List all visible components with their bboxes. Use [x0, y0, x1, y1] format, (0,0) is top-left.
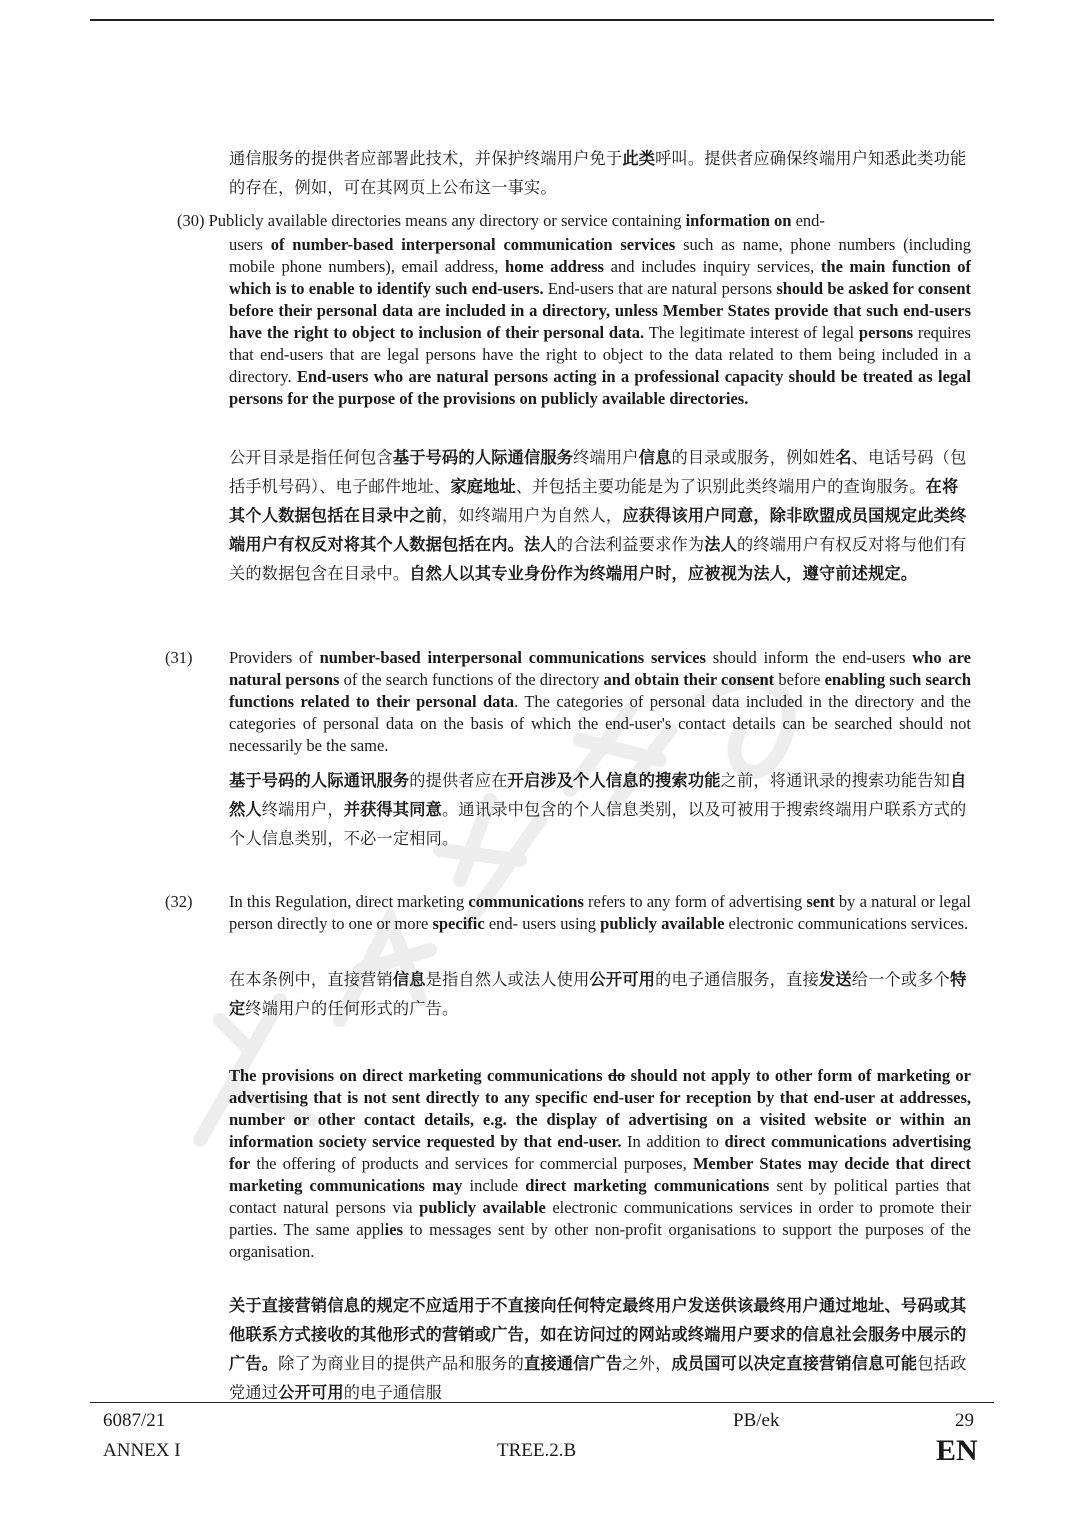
recital-32-zh-amendment — [229, 1291, 971, 1401]
recital-30-number: (30) — [177, 211, 205, 230]
text-run: Member States may decide that direct marketing communications may — [229, 1154, 971, 1195]
text-run: End-users that are natural persons — [543, 279, 777, 298]
recital-32-zh — [229, 965, 971, 1023]
text-run: 在本条例中，直接营销 — [229, 970, 393, 989]
text-run: 基于号码的人际通信服务 — [392, 448, 574, 467]
text-run: the offering of products and services for commercial purposes, — [250, 1154, 693, 1173]
text-run: publicly available — [600, 914, 725, 933]
footer-rule — [90, 1402, 994, 1403]
text-run: 给一个或多个 — [851, 970, 951, 989]
text-run: 法人 — [704, 535, 738, 554]
unit-code: TREE.2.B — [497, 1440, 577, 1461]
text-run: 此类 — [622, 149, 656, 168]
recital-29-zh-continuation — [229, 144, 971, 202]
text-run: 名 — [835, 448, 852, 467]
text-run: 之外， — [622, 1354, 672, 1373]
recital-32-number: (32) — [165, 892, 193, 911]
text-run: end- — [791, 211, 825, 230]
text-run: 的终端用户有权反对将与他们有关的数据包含在目录中。 — [229, 535, 967, 583]
text-run: home address — [505, 257, 604, 276]
text-run: 终端用户， — [261, 800, 344, 819]
text-run: electronic communications services. — [724, 914, 969, 933]
text-run: 是指自然人或法人使用 — [425, 970, 590, 989]
text-run: 自然人 — [229, 771, 967, 819]
text-run: 包括政党通过 — [229, 1354, 967, 1401]
text-run: by a natural or legal person directly to one or more — [229, 892, 972, 933]
text-run: such as name, phone numbers (including mobile phone numbers), email address, — [229, 235, 971, 276]
text-run: The legitimate interest of legal — [644, 323, 859, 342]
text-run: 应获得该用户同意，除非欧盟成员国规定此类终端用户有权反对将其个人数据包括在内。法人 — [229, 506, 967, 554]
text-run: sent — [806, 892, 835, 911]
text-run: users — [229, 235, 271, 254]
text-run: sent by political parties that contact natural persons via — [229, 1176, 971, 1217]
recital-32-en — [229, 891, 971, 935]
text-run: ，如终端用户为自然人， — [442, 506, 623, 525]
text-run: of number-based interpersonal communication services — [270, 235, 676, 254]
text-run: 终端用户的任何形式的广告。 — [245, 999, 459, 1018]
text-run: 除了为商业目的提供产品和服务的 — [278, 1354, 524, 1373]
text-run: Publicly available directories means any directory or service containing — [208, 211, 686, 230]
text-run: direct marketing communications — [525, 1176, 770, 1195]
recital-31-en — [229, 647, 971, 757]
annex-label: ANNEX I — [103, 1440, 181, 1461]
text-run: should not apply to other form of marketing or advertising that is not sent directly to any specific end-user for reception by that end-user at addresses, number or other contact details, e.g. the display of advertising on a visited website or within an information society service requested by that end-user. — [229, 1066, 971, 1151]
text-run: 信息 — [638, 448, 672, 467]
text-run: should be asked for consent before their personal data are included in a directory, unless Member States provide that such end-users have the right to object to inclusion of their personal data. — [229, 279, 971, 342]
text-run: 成员国可以决定直接营销信息可能 — [671, 1354, 918, 1373]
text-run: In this Regulation, direct marketing — [229, 892, 469, 911]
text-run: information on — [685, 211, 792, 230]
text-run: . The categories of personal data included in the directory and the categories of personal data on the basis of which the end-user's contact details can be searched should not necessarily be the same. — [229, 692, 971, 755]
text-run: Providers of — [229, 648, 320, 667]
recital-31-number: (31) — [165, 648, 193, 667]
text-run: 特定 — [229, 970, 967, 1018]
text-run: 信息 — [392, 970, 426, 989]
text-run: 的电子通信服务，直接 — [655, 970, 819, 989]
text-run: should inform the end-users — [705, 648, 913, 667]
text-run: End-users who are natural persons acting in a professional capacity should be treated as legal persons for the purpose of the provisions on publicly available directories. — [229, 367, 972, 408]
text-run: 公开可用 — [589, 970, 656, 989]
text-run: persons — [858, 323, 913, 342]
text-run: 呼叫。提供者应确保终端用户知悉此类功能的存在，例如，可在其网页上公布这一事实。 — [229, 149, 967, 197]
text-run: 的提供者应在 — [409, 771, 508, 790]
text-run: 直接通信广告 — [523, 1354, 623, 1373]
text-run: communications — [468, 892, 584, 911]
initials: PB/ek — [733, 1410, 780, 1431]
text-run: end- users using — [484, 914, 601, 933]
recital-30-zh — [229, 443, 971, 588]
text-run: do — [607, 1066, 626, 1085]
text-run: 关于直接营销信息的规定不应适用于不直接向任何特定最终用户发送供该最终用户通过地址、号码或其他联系方式接收的其他形式的营销或广告，如在访问过的网站或终端用户要求的信息社会服务中展示的广告。 — [229, 1296, 967, 1373]
text-run: 终端用户 — [573, 448, 639, 467]
text-run: of the search functions of the directory — [339, 670, 604, 689]
text-run: 的电子通信服 — [343, 1383, 443, 1401]
recital-30-first-line-text — [209, 211, 825, 230]
recital-32-en-amendment — [229, 1065, 971, 1263]
text-run: refers to any form of advertising — [583, 892, 807, 911]
text-run: include — [462, 1176, 526, 1195]
header-rule — [90, 19, 994, 21]
text-run: ies — [384, 1220, 404, 1239]
text-run: 基于号码的人际通讯服务 — [229, 771, 410, 790]
text-run: who are natural persons — [229, 648, 971, 689]
text-run: and obtain their consent — [603, 670, 775, 689]
text-run: to messages sent by other non-profit organisations to support the purposes of the organisation. — [229, 1220, 971, 1261]
document-number: 6087/21 — [103, 1410, 166, 1431]
text-run: before — [774, 670, 825, 689]
text-run: 并获得其同意 — [343, 800, 443, 819]
language-code: EN — [936, 1434, 978, 1467]
text-run: specific — [432, 914, 485, 933]
text-run: 之前，将通讯录的搜索功能告知 — [720, 771, 951, 790]
text-run: In addition to — [621, 1132, 725, 1151]
text-run: enabling such search functions related to their personal data — [229, 670, 972, 711]
text-run: 开启涉及个人信息的搜索功能 — [507, 771, 721, 790]
text-run: 的合法利益要求作为 — [556, 535, 705, 554]
text-run: 通信服务的提供者应部署此技术，并保护终端用户免于 — [229, 149, 623, 168]
text-run: 自然人以其专业身份作为终端用户时，应被视为法人，遵守前述规定。 — [409, 564, 918, 583]
text-run: The provisions on direct marketing communications — [229, 1066, 608, 1085]
text-run: 家庭地址 — [450, 477, 516, 496]
text-run: electronic communications services in order to promote their parties. The same appl — [229, 1198, 971, 1239]
text-run: 、电话号码（包括手机号码）、电子邮件地址、 — [229, 448, 967, 496]
text-run: direct communications advertising for — [229, 1132, 971, 1173]
recital-30-first-line — [177, 210, 971, 232]
text-run: the main function of which is to enable to identify such end-users. — [229, 257, 972, 298]
text-run: 公开可用 — [278, 1383, 344, 1401]
text-run: 。通讯录中包含的个人信息类别，以及可被用于搜索终端用户联系方式的个人信息类别，不必一定相同。 — [229, 800, 967, 848]
recital-31-zh — [229, 766, 971, 853]
text-run: and includes inquiry services, — [603, 257, 821, 276]
recital-30-en — [229, 234, 971, 410]
page-number: 29 — [955, 1410, 974, 1431]
text-run: 公开目录是指任何包含 — [229, 448, 393, 467]
text-run: requires that end-users that are legal persons have the right to object to the data related to them being included in a directory. — [229, 323, 971, 386]
text-run: 发送 — [818, 970, 852, 989]
text-run: 的目录或服务，例如姓 — [671, 448, 836, 467]
text-run: 、并包括主要功能是为了识别此类终端用户的查询服务。 — [515, 477, 926, 496]
text-run: publicly available — [419, 1198, 546, 1217]
text-run: 在将其个人数据包括在目录中之前 — [229, 477, 959, 525]
text-run: number-based interpersonal communications services — [319, 648, 706, 667]
